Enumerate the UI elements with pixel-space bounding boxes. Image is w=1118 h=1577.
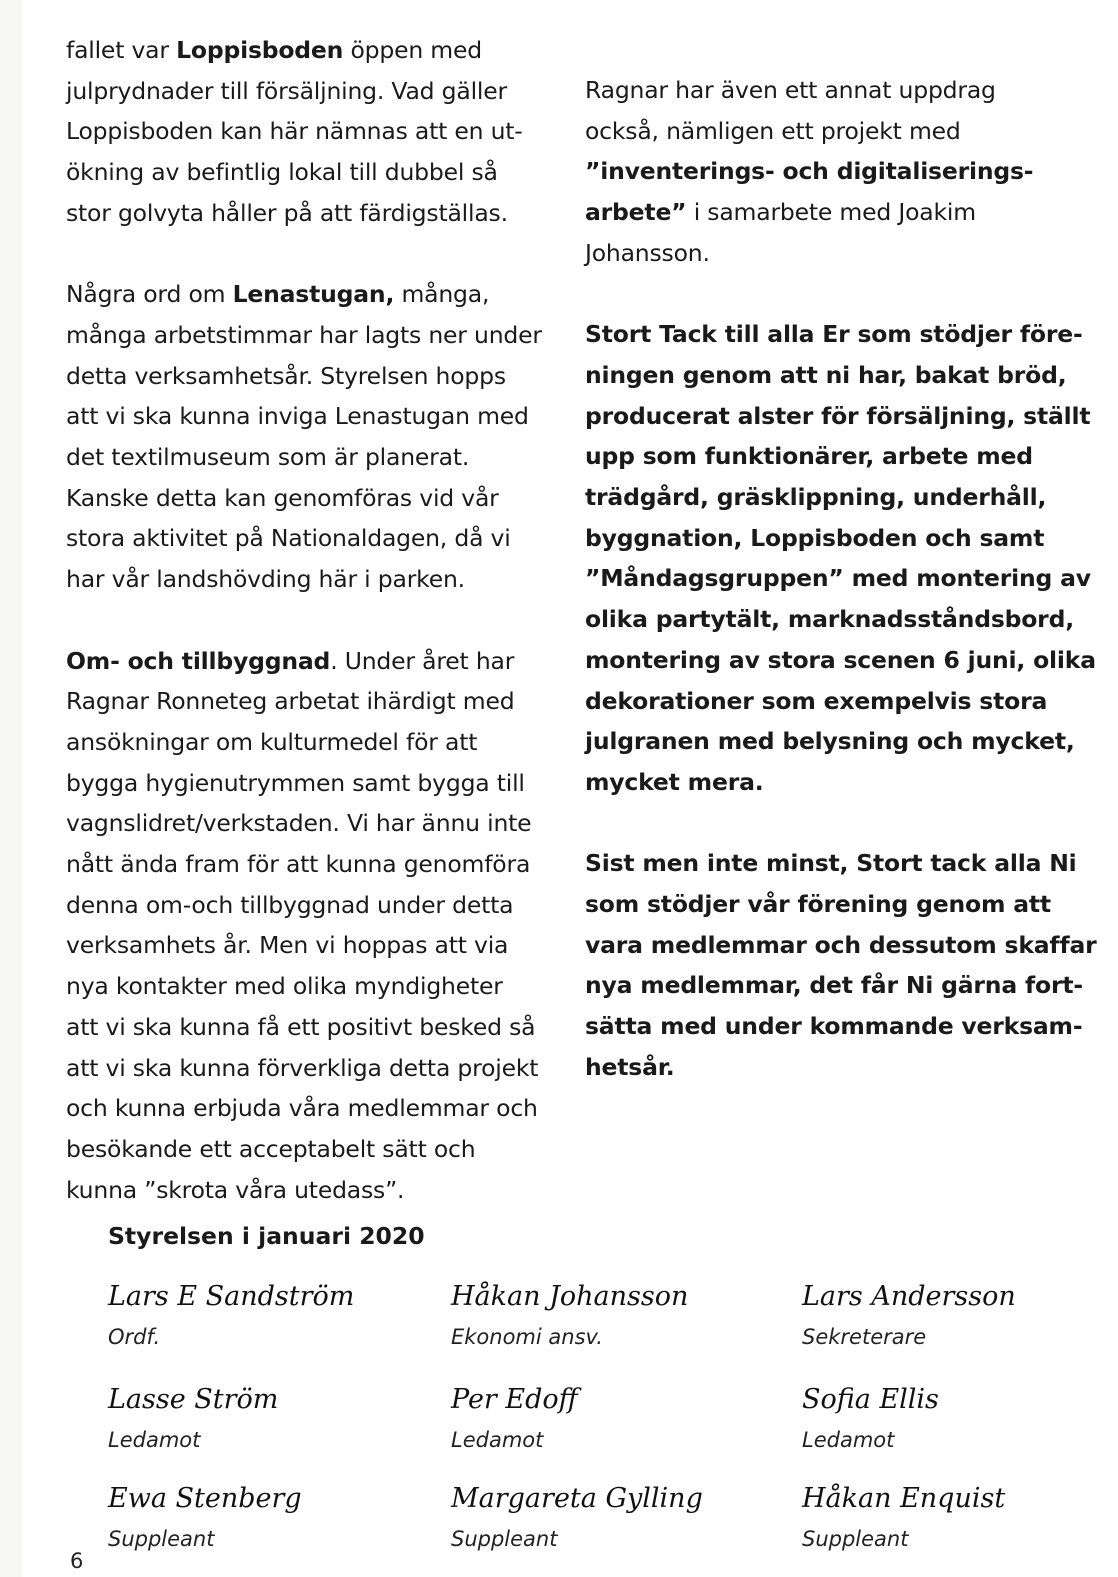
text-line: ningen genom att ni har, bakat bröd, [585,360,1067,389]
text-line: har vår landshövding här i parken. [66,565,465,594]
text-line: stor golvyta håller på att färdigställas. [66,198,508,227]
member-role: Ekonomi ansv. [451,1325,603,1349]
text-line: julgranen med belysning och mycket, [585,727,1075,756]
signature-name: Lasse Ström [108,1384,279,1415]
paragraph-stort-tack [585,314,1096,802]
text-line: nya kontakter med olika myndigheter [66,972,503,1001]
paragraph-sist-men-inte-minst [585,843,1097,1087]
signature-name: Ewa Stenberg [108,1483,302,1514]
text-line: producerat alster för försäljning, ställt [585,401,1091,430]
text-line: nya medlemmar, det får Ni gärna fort- [585,971,1083,1000]
right-column [585,70,1097,1088]
bold-term-lenastugan: Lenastugan, [232,280,395,309]
board-heading: Styrelsen i januari 2020 [108,1222,425,1250]
member-role: Ledamot [451,1428,544,1452]
text-line: Loppisboden kan här nämnas att en ut- [66,117,523,146]
text-line [585,192,1085,233]
text-line: julprydnader till försäljning. Vad gäller [66,76,507,105]
text-line: byggnation, Loppisboden och samt [585,523,1045,552]
signature-name: Håkan Enquist [802,1483,1006,1514]
text-line: ökning av befintlig lokal till dubbel så [66,158,498,187]
text-line: Kanske detta kan genomföras vid vår [66,483,499,512]
text-line: vagnslidret/verkstaden. Vi har ännu inte [66,809,532,838]
text-line: och kunna erbjuda våra medlemmar och [66,1094,538,1123]
member-role: Ledamot [108,1428,201,1452]
member-role: Sekreterare [802,1325,927,1349]
member-role: Ordf. [108,1325,161,1349]
text-line: stora aktivitet på Nationaldagen, då vi [66,524,511,553]
paragraph-gap [585,274,1085,315]
text-line: nått ända fram för att kunna genomföra [66,850,531,879]
paragraph-tillbyggnad [66,641,571,1211]
text-line: Sist men inte minst, Stort tack alla Ni [585,849,1077,878]
text-line: trädgård, gräsklippning, underhåll, [585,483,1047,512]
text-line: kunna ”skrota våra utedass”. [66,1175,405,1204]
text-line: sätta med under kommande verksam- [585,1012,1083,1041]
bold-term-loppisboden: Loppisboden [176,36,344,64]
signature-name: Margareta Gylling [451,1483,703,1514]
text-line: bygga hygienutrymmen samt bygga till [66,768,525,797]
text-line: Stort Tack till alla Er som stödjer före- [585,320,1083,349]
text-line: detta verksamhetsår. Styrelsen hopps [66,361,506,390]
text-line: många arbetstimmar har lagts ner under [66,320,542,349]
bold-term-inventering: ”inventerings- och digitaliserings- [585,157,1034,186]
text-line: dekorationer som exempelvis stora [585,686,1048,715]
text-line: också, nämligen ett projekt med [585,116,961,145]
signature-name: Sofia Ellis [802,1384,939,1415]
paragraph-lenastugan [66,274,571,600]
text-run: i samarbete med Joakim [686,198,976,227]
text-line: Ragnar har även ett annat uppdrag [585,76,996,104]
text-line: Ragnar Ronneteg arbetat ihärdigt med [66,687,515,716]
paragraph-gap [66,234,571,275]
text-line: hetsår. [585,1052,675,1081]
text-line [66,641,571,682]
paragraph-inventering [585,70,1085,274]
signature-name: Lars Andersson [802,1281,1016,1312]
text-line [66,30,571,71]
text-run: många, [394,280,490,309]
text-line: denna om-och tillbyggnad under detta [66,890,514,919]
member-role: Suppleant [802,1527,909,1551]
text-line: verksamhets år. Men vi hoppas att via [66,931,509,960]
signature-name: Per Edoff [451,1384,578,1415]
paragraph-loppisboden [66,30,571,234]
text-line: upp som funktionärer, arbete med [585,442,1033,471]
signature-name: Håkan Johansson [451,1281,689,1312]
left-column [66,30,571,1210]
text-line: montering av stora scenen 6 juni, olika [585,645,1096,674]
text-line: olika partytält, marknadsståndsbord, [585,605,1074,634]
bold-term-tillbyggnad: Om- och tillbyggnad [66,646,331,675]
text-run: . Under året har [330,646,515,675]
bold-term-arbete: arbete” [585,198,687,227]
text-run: öppen med [343,36,482,64]
text-line: att vi ska kunna förverkliga detta projekt [66,1053,539,1082]
text-run: Några ord om [66,280,233,309]
text-line: ansökningar om kulturmedel för att [66,727,478,756]
text-line: vara medlemmar och dessutom skaffar [585,930,1097,959]
text-line: besökande ett acceptabelt sätt och [66,1134,476,1163]
text-run: fallet var [66,36,177,64]
text-line: som stödjer vår förening genom att [585,890,1051,919]
text-line: mycket mera. [585,767,764,796]
member-role: Suppleant [108,1527,215,1551]
signature-name: Lars E Sandström [108,1281,355,1312]
text-line: att vi ska kunna få ett positivt besked så [66,1012,536,1041]
member-role: Suppleant [451,1527,558,1551]
text-line: ”Måndagsgruppen” med montering av [585,564,1091,593]
text-line: det textilmuseum som är planerat. [66,443,470,472]
text-line: Johansson. [585,238,710,267]
paragraph-gap [66,600,571,641]
page-number: 6 [70,1549,84,1573]
text-line [66,274,571,315]
text-line: att vi ska kunna inviga Lenastugan med [66,402,529,431]
member-role: Ledamot [802,1428,895,1452]
paragraph-gap [585,803,1085,844]
